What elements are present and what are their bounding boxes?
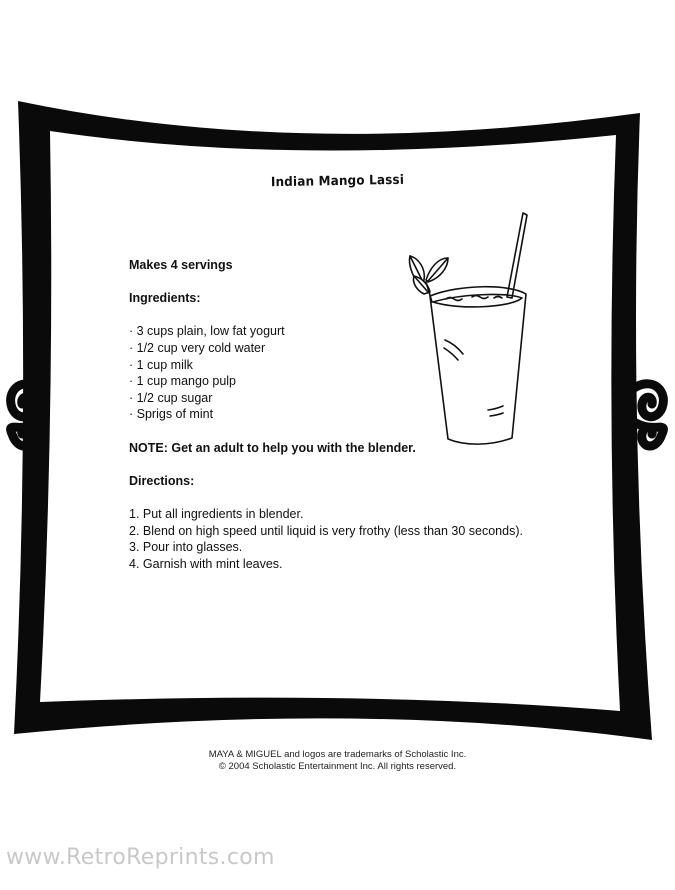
ingredients-heading: Ingredients: [129, 291, 201, 306]
right-scroll-ornament [634, 384, 663, 446]
watermark-text: www.RetroReprints.com [6, 845, 275, 870]
safety-note: NOTE: Get an adult to help you with the blender. [129, 440, 416, 455]
list-item: · 1 cup milk [129, 357, 193, 372]
servings-text: Makes 4 servings [129, 258, 233, 272]
copyright-footer [0, 749, 675, 772]
list-item: 4. Garnish with mint leaves. [129, 556, 283, 571]
list-item: · 1/2 cup sugar [129, 390, 213, 405]
list-item: · 1/2 cup very cold water [129, 340, 266, 355]
list-item: · Sprigs of mint [129, 407, 214, 422]
directions-heading: Directions: [129, 473, 195, 488]
directions-list [129, 506, 569, 572]
list-item: 1. Put all ingredients in blender. [129, 506, 304, 521]
list-item: 2. Blend on high speed until liquid is very frothy (less than 30 seconds). [129, 523, 523, 538]
recipe-body [129, 257, 549, 572]
copyright-line: © 2004 Scholastic Entertainment Inc. All rights reserved. [218, 760, 457, 772]
list-item: · 3 cups plain, low fat yogurt [129, 324, 285, 339]
list-item: · 1 cup mango pulp [129, 374, 237, 389]
trademark-line: MAYA & MIGUEL and logos are trademarks of Scholastic Inc. [208, 749, 467, 760]
ingredients-list [129, 323, 549, 423]
recipe-title: Indian Mango Lassi [270, 172, 405, 191]
list-item: 3. Pour into glasses. [129, 540, 243, 555]
